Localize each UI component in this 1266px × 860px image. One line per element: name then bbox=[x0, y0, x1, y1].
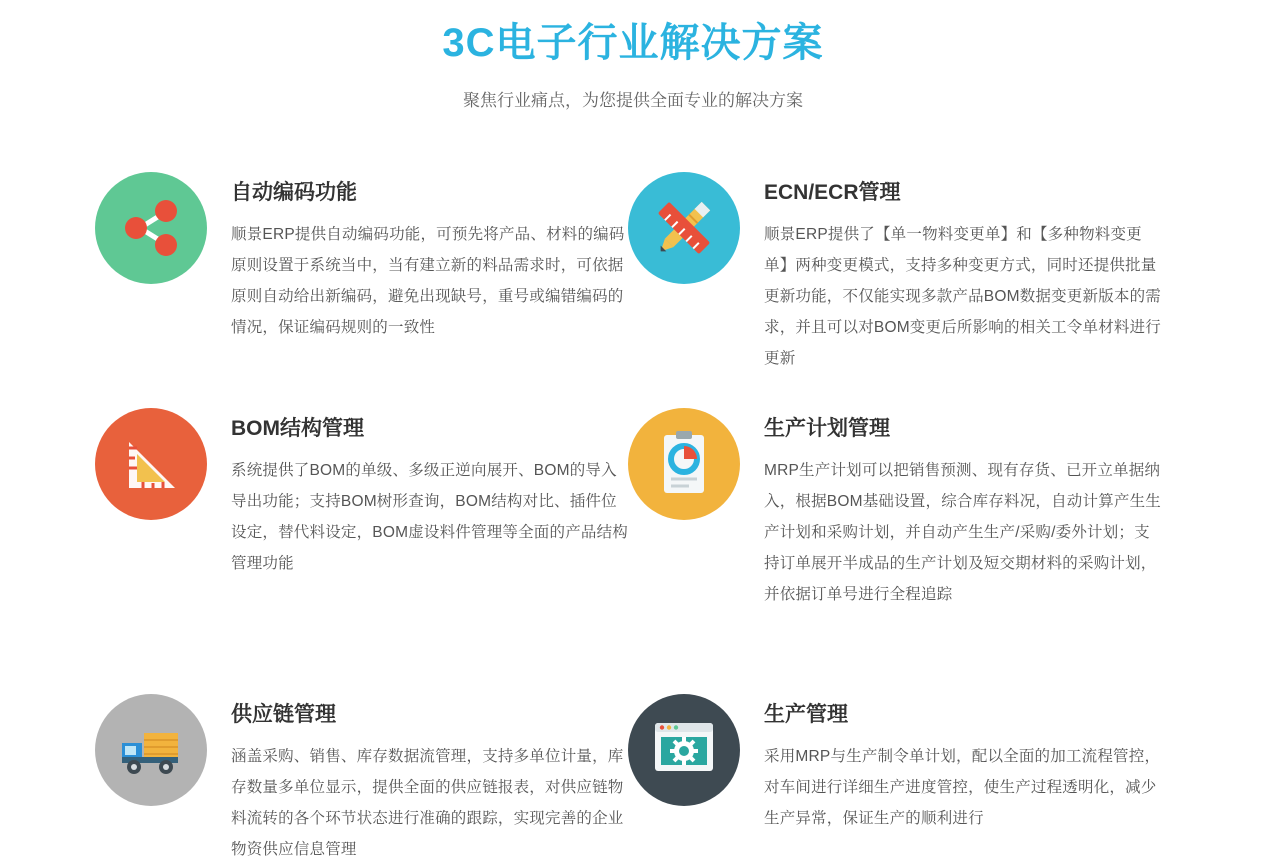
clipboard-chart-icon bbox=[628, 408, 740, 520]
feature-text bbox=[764, 694, 1161, 834]
feature-title: 生产管理 bbox=[764, 703, 848, 726]
page-header bbox=[0, 0, 1266, 111]
feature-card-supply-chain bbox=[95, 694, 628, 860]
feature-text bbox=[231, 408, 628, 579]
page-title: 3C电子行业解决方案 bbox=[442, 21, 824, 65]
feature-title: 供应链管理 bbox=[231, 703, 336, 726]
feature-desc: 顺景ERP提供自动编码功能，可预先将产品、材料的编码原则设置于系统当中，当有建立新的料品需求时，可依据原则自动给出新编码，避免出现缺号，重号或编错编码的情况，保证编码规则的一致性 bbox=[231, 226, 625, 337]
feature-card-ecn-ecr bbox=[628, 172, 1161, 372]
feature-desc: 系统提供了BOM的单级、多级正逆向展开、BOM的导入导出功能；支持BOM树形查询，BOM结构对比、插件位设定，替代料设定，BOM虚设料件管理等全面的产品结构管理功能 bbox=[231, 462, 629, 573]
feature-desc: MRP生产计划可以把销售预测、现有存货、已开立单据纳入，根据BOM基础设置，综合库存料况，自动计算产生生产计划和采购计划，并自动产生生产/采购/委外计划；支持订单展开半成品的生产计划及短交期材料的采购计划，并依据订单号进行全程追踪 bbox=[764, 462, 1162, 604]
triangle-ruler-icon bbox=[95, 408, 207, 520]
feature-desc: 采用MRP与生产制令单计划，配以全面的加工流程管控，对车间进行详细生产进度管控，使生产过程透明化，减少生产异常，保证生产的顺利进行 bbox=[764, 748, 1161, 828]
feature-grid bbox=[0, 172, 1266, 860]
feature-card-auto-coding bbox=[95, 172, 628, 372]
page-subtitle: 聚焦行业痛点，为您提供全面专业的解决方案 bbox=[463, 91, 803, 110]
monitor-gear-icon bbox=[628, 694, 740, 806]
feature-card-production-plan bbox=[628, 408, 1161, 658]
share-nodes-icon bbox=[95, 172, 207, 284]
feature-text bbox=[764, 408, 1161, 610]
feature-title: 生产计划管理 bbox=[764, 417, 890, 440]
feature-text bbox=[231, 172, 628, 343]
truck-icon bbox=[95, 694, 207, 806]
feature-desc: 顺景ERP提供了【单一物料变更单】和【多种物料变更单】两种变更模式，支持多种变更方式，同时还提供批量更新功能，不仅能实现多款产品BOM数据变更新版本的需求，并且可以对BOM变更后所影响的相关工令单材料进行更新 bbox=[764, 226, 1162, 368]
feature-title: ECN/ECR管理 bbox=[764, 181, 901, 204]
feature-text bbox=[231, 694, 628, 860]
feature-card-bom-structure bbox=[95, 408, 628, 658]
feature-title: 自动编码功能 bbox=[231, 181, 357, 204]
feature-text bbox=[764, 172, 1161, 374]
feature-card-production-management bbox=[628, 694, 1161, 860]
feature-row bbox=[0, 172, 1161, 372]
feature-title: BOM结构管理 bbox=[231, 417, 364, 440]
feature-desc: 涵盖采购、销售、库存数据流管理，支持多单位计量，库存数量多单位显示，提供全面的供应链报表，对供应链物料流转的各个环节状态进行准确的跟踪，实现完善的企业物资供应信息管理 bbox=[231, 748, 624, 859]
feature-row bbox=[0, 694, 1161, 860]
pencil-ruler-icon bbox=[628, 172, 740, 284]
feature-row bbox=[0, 408, 1161, 658]
